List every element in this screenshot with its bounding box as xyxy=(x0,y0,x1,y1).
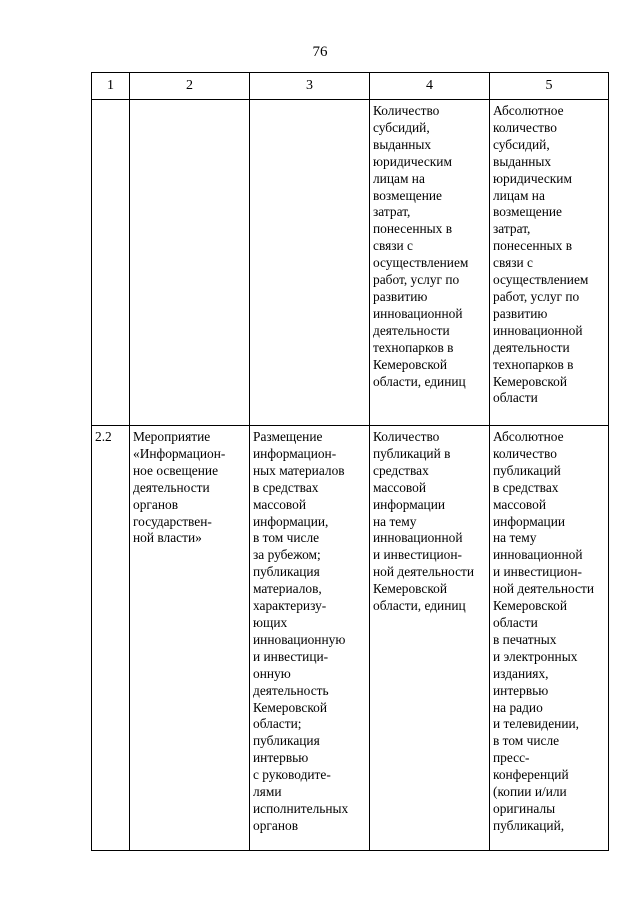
table-row xyxy=(92,426,609,851)
indicator-cell: Количество субсидий, выданных юридическим лицам на возмещение затрат, понесенных в связи с осуществлением работ, услуг по развитию инновационной деятельности технопарков в Кемеровской области, единиц xyxy=(370,100,490,426)
column-header-3: 3 xyxy=(250,73,370,100)
calculation-method-cell: Абсолютное количество публикаций в средствах массовой информации на тему инновационной и инвестицион- ной деятельности Кемеровской области в печатных и электронных изданиях, интервью на радио и телевидении, в том числе пресс- конференций (копии и/или оригиналы публикаций, xyxy=(490,426,609,851)
row-number-cell xyxy=(92,100,130,426)
event-description-cell: Размещение информацион- ных материалов в средствах массовой информации, в том числе за рубежом; публикация материалов, характеризу- ющих инновационную и инвестици- онную деятельность Кемеровской области; публикация интервью с руководите- лями исполнительных органов xyxy=(250,426,370,851)
event-name-cell xyxy=(130,100,250,426)
event-description-cell xyxy=(250,100,370,426)
calculation-method-cell: Абсолютное количество субсидий, выданных юридическим лицам на возмещение затрат, понесенных в связи с осуществлением работ, услуг по развитию инновационной деятельности технопарков в Кемеровской области xyxy=(490,100,609,426)
column-header-4: 4 xyxy=(370,73,490,100)
column-header-1: 1 xyxy=(92,73,130,100)
indicator-cell: Количество публикаций в средствах массовой информации на тему инновационной и инвестицион- ной деятельности Кемеровской области, единиц xyxy=(370,426,490,851)
table-row xyxy=(92,100,609,426)
event-name-cell: Мероприятие «Информацион- ное освещение деятельности органов государствен- ной власти» xyxy=(130,426,250,851)
page-number: 76 xyxy=(312,44,328,60)
row-number-cell: 2.2 xyxy=(92,426,130,851)
table-header-row xyxy=(92,73,609,100)
indicators-table xyxy=(91,72,609,851)
column-header-2: 2 xyxy=(130,73,250,100)
column-header-5: 5 xyxy=(490,73,609,100)
